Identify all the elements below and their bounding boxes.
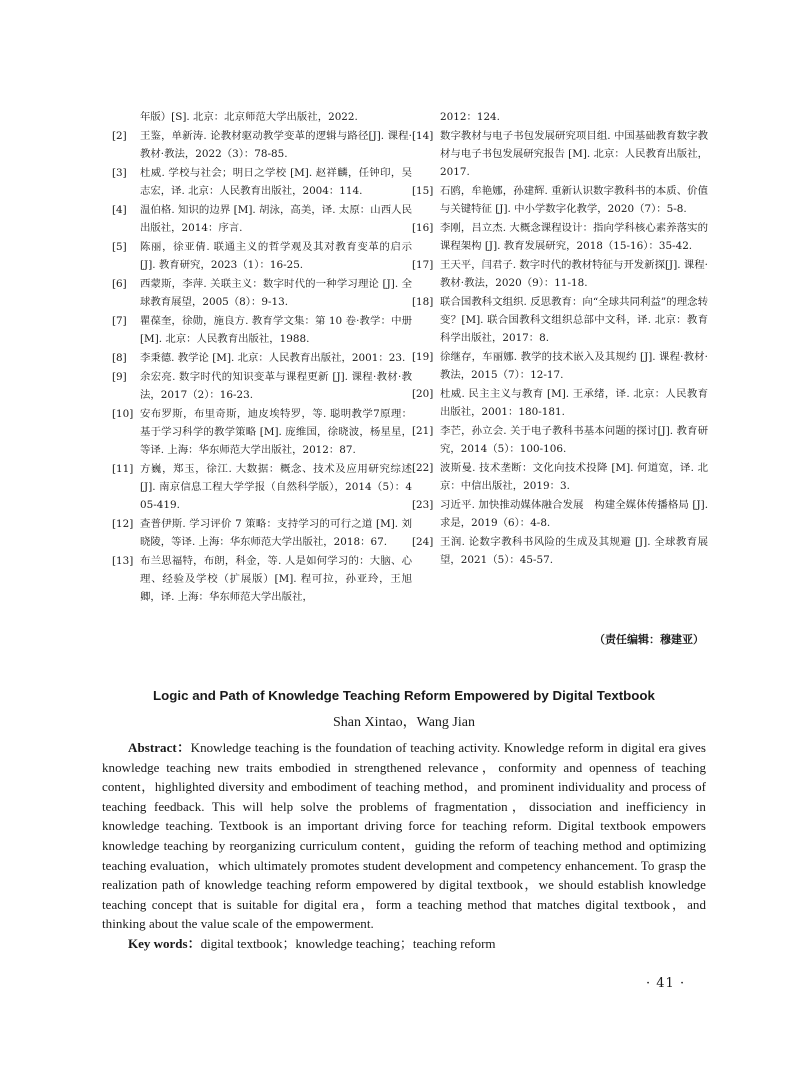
reference-item [412,385,708,421]
reference-item [412,533,708,569]
reference-text: 余宏亮. 数字时代的知识变革与课程更新 [J]. 课程·教材·教法，2017（2）：16-23. [140,370,412,401]
reference-number: [11] [112,462,134,475]
reference-number: [24] [412,536,434,549]
page-number: · 41 · [646,976,686,991]
reference-text: 查普伊斯. 学习评价 7 策略：支持学习的可行之道 [M]. 刘晓陵，等译. 上海：华东师范大学出版社，2018：67. [140,518,412,549]
reference-item [412,219,708,255]
reference-number: [12] [112,518,134,530]
reference-text: 李秉德. 教学论 [M]. 北京：人民教育出版社，2001：23. [140,351,406,364]
english-authors: Shan Xintao，Wang Jian [333,715,475,730]
reference-item [112,108,412,126]
reference-number: [4] [112,203,127,216]
reference-text: 温伯格. 知识的边界 [M]. 胡泳，高美，译. 太原：山西人民出版社，2014：序言. [140,203,412,234]
reference-text: 安布罗斯，布里奇斯，迪皮埃特罗，等. 聪明教学7原理：基于学习科学的教学策略 [M]. 庞维国，徐晓波，杨星星，等译. 上海：华东师范大学出版社，2012：87. [140,407,412,456]
abstract-paragraph [102,738,706,934]
reference-item [112,127,412,163]
editor-note: （责任编辑：穆建亚） [594,633,704,646]
reference-item [112,515,412,551]
reference-item [112,460,412,515]
reference-text: 方巍，郑玉，徐江. 大数据：概念、技术及应用研究综述 [J]. 南京信息工程大学学报（自然科学版），2014（5）：405-419. [140,462,412,512]
reference-number: [23] [412,499,434,512]
reference-item [112,552,412,607]
reference-text: 陈丽，徐亚倩. 联通主义的哲学观及其对教育变革的启示 [J]. 教育研究，2023（1）：16-25. [140,240,412,271]
abstract-text: Knowledge teaching is the foundation of teaching activity. Knowledge reform in digital era gives knowledge teaching new traits embodied in strengthened relevance，conformity and openness of teaching content，highlighted diversity and embodiment of teaching method，and prominent individuality and process of teaching feedback. This will help solve the problems of fragmentation，dissociation and inefficiency in knowledge teaching. Textbook is an important driving force for teaching reform. Digital textbook empowers knowledge teaching by reorganizing curriculum content，guiding the reform of teaching method and optimizing teaching evaluation，which ultimately promotes student development and competency enhancement. To grasp the realization path of knowledge teaching reform empowered by digital textbook，we should establish knowledge teaching concept that is suitable for digital era，form a teaching method that matches digital textbook，and thinking about the value scale of the empowerment. [102,740,706,932]
reference-number: [18] [412,296,434,308]
reference-number: [21] [412,425,434,438]
reference-item [112,312,412,348]
reference-text: 西蒙斯，李萍. 关联主义：数字时代的一种学习理论 [J]. 全球教育展望，2005（8）：9-13. [140,277,412,308]
reference-number: [16] [412,222,434,234]
reference-number: [7] [112,314,127,327]
reference-number: [14] [412,129,434,142]
keywords-label: Key words： [128,935,201,951]
keywords-paragraph [102,934,706,954]
reference-item [412,293,708,348]
reference-number: [13] [112,555,134,567]
reference-text: 杜威. 民主主义与教育 [M]. 王承绪，译. 北京：人民教育出版社，2001：180-181. [440,388,708,419]
reference-text: 布兰思福特，布朗，科金，等. 人是如何学习的：大脑、心理、经验及学校（扩展版）[M]. 程可拉，孙亚玲，王旭卿，译. 上海：华东师范大学出版社， [140,555,412,604]
reference-number: [5] [112,240,127,253]
reference-item [112,201,412,237]
reference-text: 徐继存，车丽娜. 教学的技术嵌入及其规约 [J]. 课程·教材·教法，2015（7）：12-17. [440,351,708,382]
references-left-column [112,108,412,607]
keywords-text: digital textbook；knowledge teaching；teaching reform [200,935,496,951]
reference-number: [6] [112,277,127,290]
references-right-column [412,108,708,570]
references-section [0,108,800,658]
reference-text: 李芒，孙立会. 关于电子教科书基本问题的探讨[J]. 教育研究，2014（5）：100-106. [440,425,708,456]
reference-text: 瞿葆奎，徐勋，施良方. 教育学文集：第 10 卷·教学：中册 [M]. 北京：人民教育出版社，1988. [140,314,412,345]
reference-text: 2012：124. [440,111,500,123]
reference-text: 数字教材与电子书包发展研究项目组. 中国基础教育数字教材与电子书包发展研究报告 [M]. 北京：人民教育出版社，2017. [440,129,708,179]
reference-text: 王鉴，单新涛. 论教材驱动教学变革的逻辑与路径[J]. 课程·教材·教法，2022（3）：78-85. [140,129,412,160]
reference-item [412,108,708,126]
reference-text: 李刚，吕立杰. 大概念课程设计：指向学科核心素养落实的课程架构 [J]. 教育发展研究，2018（15-16）：35-42. [440,222,708,253]
english-title: Logic and Path of Knowledge Teaching Reform Empowered by Digital Textbook [153,688,655,703]
reference-text: 年版）[S]. 北京：北京师范大学出版社，2022. [140,111,358,123]
reference-text: 王天平，闫君子. 数字时代的教材特征与开发新探[J]. 课程·教材·教法，2020（9）：11-18. [440,259,708,290]
reference-number: [15] [412,185,434,197]
reference-text: 波斯曼. 技术垄断：文化向技术投降 [M]. 何道宽，译. 北京：中信出版社，2019：3. [440,462,708,493]
reference-item [112,368,412,404]
reference-number: [22] [412,462,434,475]
reference-number: [2] [112,129,127,142]
reference-item [412,496,708,532]
english-abstract-section [102,688,706,954]
reference-item [412,459,708,495]
reference-item [412,182,708,218]
reference-text: 习近平. 加快推动媒体融合发展 构建全媒体传播格局 [J]. 求是，2019（6）：4-8. [440,499,708,530]
reference-text: 联合国教科文组织. 反思教育：向“全球共同利益”的理念转变？[M]. 联合国教科文组织总部中文科，译. 北京：教育科学出版社，2017：8. [440,296,708,345]
reference-item [112,275,412,311]
reference-text: 杜威. 学校与社会；明日之学校 [M]. 赵祥麟，任钟印，吴志宏，译. 北京：人民教育出版社，2004：114. [140,166,412,197]
reference-item [412,127,708,182]
reference-item [112,405,412,460]
reference-item [112,164,412,200]
reference-number: [19] [412,351,434,364]
reference-number: [20] [412,388,434,401]
abstract-label: Abstract： [128,740,191,755]
reference-text: 石鸥，牟艳娜，孙建辉. 重新认识数字教科书的本质、价值与关键特征 [J]. 中小学数字化教学，2020（7）：5-8. [440,185,708,216]
reference-number: [9] [112,370,127,383]
reference-number: [17] [412,259,434,271]
reference-text: 王润. 论数字教科书风险的生成及其规避 [J]. 全球教育展望，2021（5）：45-57. [440,536,708,567]
reference-item [112,238,412,274]
reference-number: [8] [112,351,127,364]
reference-number: [10] [112,407,134,420]
reference-number: [3] [112,166,127,179]
reference-item [112,349,412,367]
reference-item [412,256,708,292]
reference-item [412,348,708,384]
reference-item [412,422,708,458]
